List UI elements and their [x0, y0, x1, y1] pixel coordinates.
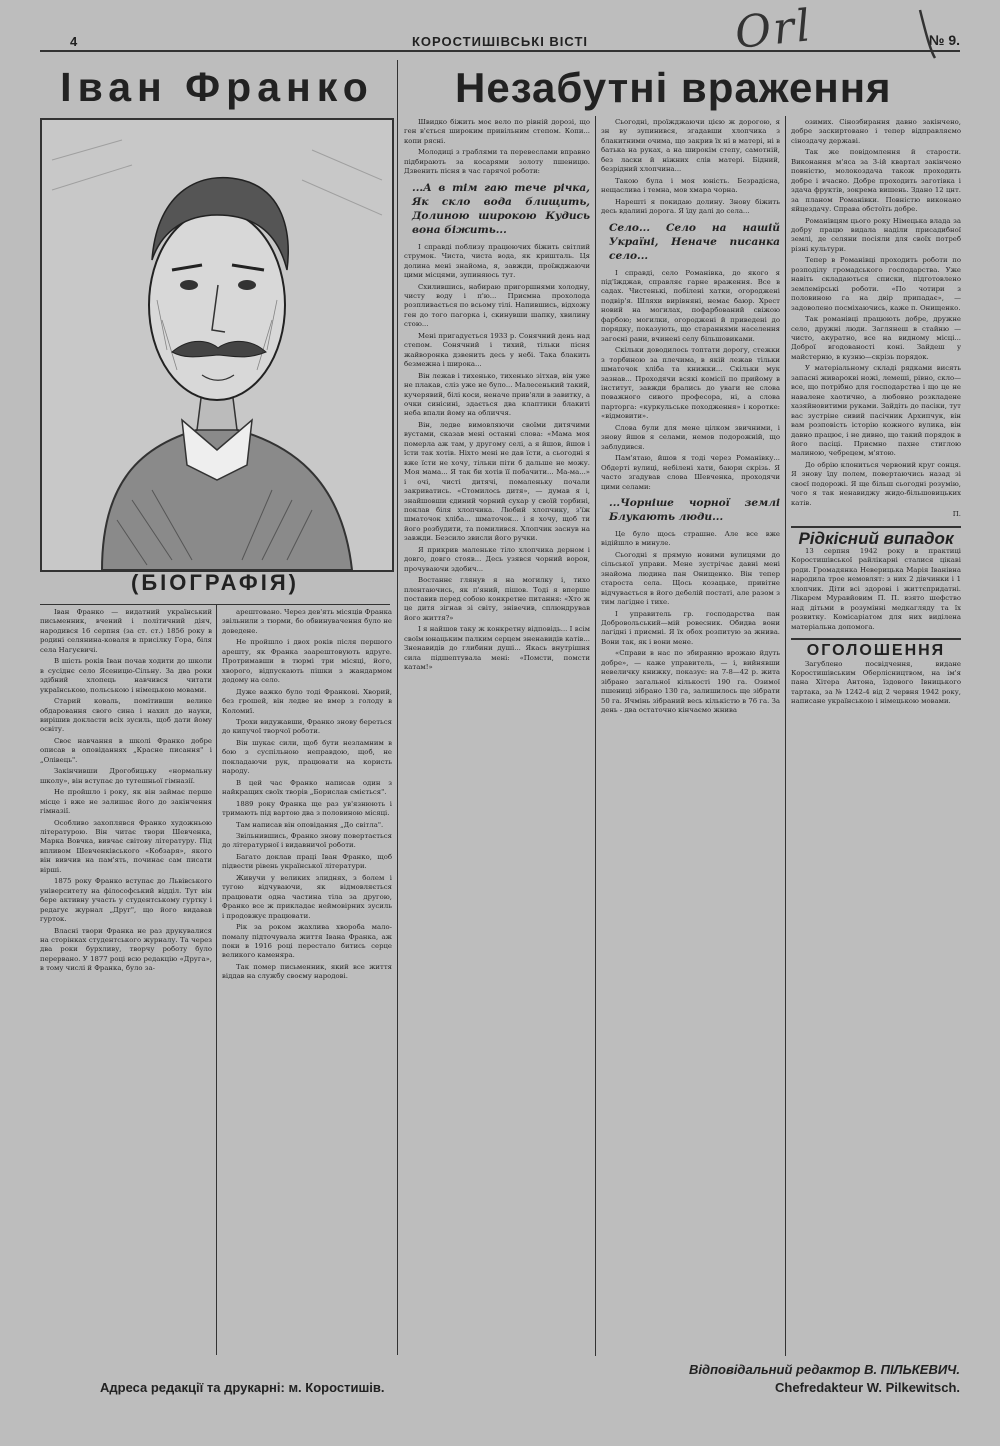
paragraph: Такою була і моя юність. Безрадісна, нещаслива і темна, мов хмара чорна. — [601, 176, 780, 195]
page-number: 4 — [70, 34, 78, 49]
paragraph: Рік за роком жахлива хвороба мало-помалу підточувала життя Івана Франка, аж поки в 1916 році перестало битись серце великого каменяра. — [222, 923, 392, 960]
paragraph: Швидко біжить моє вело по рівній дорозі, що ген в'ється широким привільним степом. Копи... копи рясні. — [404, 118, 590, 145]
announcement-text: Загублено посвідчення, видане Коростишівським Оберлісництвом, на ім'я пана Хітера Антона, їздового Івницького тартака, за № 1242-4 від 2 червня 1942 року, написане українською і німецькою мовами. — [791, 659, 961, 706]
divider — [791, 638, 961, 640]
paragraph: Скільки доводилось топтати дорогу, стежки з торбиною за плечима, в якій лежав тільки шматочок хліба та книжки... Скільки мук зазнав... Проходячи всякі комісії по прийому в інститут, завжди брались до уваги не слова поважного сивого професора, ні, а слова парторга: «куркульське походження» і коротке: «відмовити». — [601, 346, 780, 421]
paragraph: Своє навчання в школі Франко добре описав в оповіданнях „Красне писання" і „Олівець". — [40, 736, 212, 764]
paragraph: Дуже важко було тоді Франкові. Хворий, без грошей, він ледве не вмер з голоду в Коломиї. — [222, 687, 392, 715]
paragraph: «Справи в нас по збиранню врожаю йдуть добре», — каже управитель, — і, вийнявши невеличку книжку, показує: на 7-8—42 р. жита зібрано загальної кількості 190 га. Озимої пшениці зібрано 130 га, залишилось ще зібрати 50 га. Ячмінь зібраний весь кількістю в 76 га. За день - два остаточно кінчаємо жнива — [601, 649, 780, 715]
rare-case-title: Рідкісний випадок — [798, 528, 954, 548]
paragraph: І управитель гр. господарства пан Добровольський—мій ровесник. Обидва вони лагідні і приємні. Я їх обох розпитую за жнива. Вони так, як і вони мене. — [601, 609, 780, 646]
editorial-address: Адреса редакції та друкарні: м. Коростишів. — [100, 1380, 385, 1395]
portrait-illustration — [42, 120, 392, 570]
paragraph: Не пройшло і двох років після першого арешту, як Франка заарештовують вдруге. Протримавши в тюрмі три місяці, його, хворого, відпускають пішки з жандармом додому на село. — [222, 638, 392, 685]
memoir-column-2 — [601, 118, 780, 1358]
paragraph: Схилившись, набираю пригоршнями холодну, чисту воду і п'ю... Приємна прохолода розпливається по всьому тілі. Напившись, відхожу ген до того пагорка і, скинувши шапку, хвилину стою... — [404, 282, 590, 329]
paragraph: Він лежав і тихенько, тихенько зітхав, він уже не плакав, сліз уже не було... Малесенький такий, кучерявий, білі коси, неначе прив'яли в завитку, а очки синісині, здається два клаптики блакиті неба впали йому на обличчя. — [404, 371, 590, 418]
franko-portrait — [40, 118, 394, 572]
paragraph: Востаннє глянув я на могилку і, тихо плентаючись, як п'яний, пішов. Тоді я вперше поставив перед собою конкретне питання: «Хто ж це дитя зігнав зі світу, знівечив, сплюндрував його життя?» — [404, 576, 590, 622]
paragraph: Тепер в Романівці проходить роботи по розподілу громадського господарства. Уже навіть складаються списки, підготовлено землемірські роботи. «По чотири з половиною га на двір припадає», — задоволено посміхаючись, каже п. Онищенко. — [791, 256, 961, 312]
paragraph: Він шукає сили, щоб бути незламним в бою з суспільною неправдою, щоб, не покладаючи рук, працювати на користь народу. — [222, 738, 392, 776]
paragraph: Іван Франко — видатний український письменник, вчений і політичний діяч, народився 16 серпня (за ст. ст.) 1856 року в родині селянина-коваля в присілку Гора, біля села Нагуєвичі. — [40, 608, 212, 654]
divider — [40, 604, 390, 605]
column-divider — [216, 605, 217, 1355]
divider — [791, 526, 961, 528]
paper-title: КОРОСТИШІВСЬКІ ВІСТІ — [411, 34, 589, 49]
paragraph: Звільнившись, Франко знову повертається до літературної і видавничої роботи. — [222, 831, 392, 850]
memoir-column-1 — [404, 118, 590, 1358]
verse-quote: ...А в тім гаю тече річка, Як скло вода блищить, Долиною широкою Кудись вона біжить... — [412, 181, 590, 236]
paragraph: Він, ледве вимовляючи своїми дитячими вустами, сказав мені останні слова: «Мама моя померла аж там, у другому селі, а я йшов, йшов і їсти так хотів. Ніхто мені не дав їсти, а сьогодні я вже їсти не хочу, тільки піти б дальше не можу. Моя мама... Я так би хотів її побачити... Ма-ма...» і очі, чисті дитячі, помаленьку почали закриватись. «Стомилось дитя», — думав я і, знайшовши єдиний чорний сухар у своїй торбині, поклав біля хлопчика. Любий хлопчику, з'їж шматочок хліба... шматочок... і я хочу, щоб ти його розбудити, та помилився. Хлопчик заснув на завжди. Безсило звисли його ручки. — [404, 420, 590, 543]
column-divider — [397, 60, 398, 1355]
verse-quote: ...Чорніше чорної землі Блукають люди... — [609, 496, 780, 523]
handwritten-mark: Orl — [732, 0, 815, 59]
rare-case-text: 13 серпня 1942 року в практиці Коростишівської райлікарні сталися цікаві роди. Громадянка Неверицька Марія Іванівна народила трое немовлят: з них 2 дівчинки і 1 хлопчик. Діти всі здорові і життєпридатні. Лікарем Муравйовим П. П. взято шефство над дітьми в розумінні медкагляду та їх розвитку. Комісаріатом для них виділена матеріальна допомога. — [791, 547, 961, 631]
paragraph: Романівцям цього року Німецька влада за добру працю видала наділи присадибної землі, де селяни посіяли для своїх потреб різні культури. — [791, 216, 961, 253]
paragraph: І я найшов таку ж конкретну відповідь... І всім своїм юнацьким палким серцем зненавидів катів... Зненавидів до глибини душі... Якась внутрішня сила підшептувала мені: «Помсти, помсти катам!» — [404, 625, 590, 672]
paragraph: Молодиці з граблями та перевеслами вправно підбирають за косарями золоту пшеницю. Дзвенить пісня в час гарячої роботи: — [404, 148, 590, 176]
paragraph: 1889 року Франка ще раз ув'язнюють і тримають під вартою два з половиною місяці. — [222, 799, 392, 818]
paragraph: Так романівці працюють добре, дружне село, дружні люди. Заглянеш в стайню — чисто, акуратно, все на видному місці... Доброї вгодованості коні. Зайдеш у майстерню, в кузню—скрізь порядок. — [791, 315, 961, 361]
memoir-continuation — [791, 118, 961, 520]
paragraph: Нарешті я покидаю долину. Знову біжить десь вдалині дорога. Я їду далі до села... — [601, 197, 780, 216]
paragraph: Багато доклав праці Іван Франко, щоб підвести рівень української літератури. — [222, 852, 392, 871]
paragraph: Сьогодні я прямую новими вулицями до сільської управи. Мене зустрічає давні мені знайома людина пан Онищенко. Він тепер староста села. Щось козацьке, привітне відчувається в його дебелій постаті, але разом з тим лагідне і тихе. — [601, 550, 780, 607]
paragraph: Закінчивши Дрогобицьку «нормальну школу», він вступає до тутешньої гімназії. — [40, 767, 212, 785]
paragraph: У матеріальному складі рядками висять запасні живарокві ножі, лемеші, рівно, скло—все, що потрібно для господарства і що це не навалене хаотично, а любовно розкладене хазяйновитими руками. Зайдіть до пасіки, тут вас зустріне сивий пасічник Архипчук, він вам розповість історію кожного вулика, він давно працює, і не дивно, що такий порядок в його пасіці. Приємно пахне стиглою малиною, чебрецем, м'ятою. — [791, 364, 961, 458]
paragraph: Старий коваль, помітивши велике обдаровання свого сина і нахил до науки, вирішив докласти всіх зусиль, щоб дати йому освіту. — [40, 697, 212, 734]
paragraph: Мені пригадується 1933 р. Сонячний день над степом. Сонячний і тихий, тільки пісня жайворонка дзвенить десь у небі. Така блакить безмежна і широка... — [404, 331, 590, 369]
paragraph: До обрію клониться червоний круг сонця. Я знову їду полем, повертаючись назад зі своєї подорожі. Я ще більш сьогодні розумію, чого я так ненавиджу жидо-більшовицьких катів. — [791, 460, 961, 507]
paragraph: Це було щось страшне. Але все вже відійшло в минуле. — [601, 529, 780, 548]
handwritten-stroke — [720, 0, 970, 60]
column-divider — [595, 116, 596, 1356]
paragraph: Там написав він оповідання „До світла". — [236, 820, 384, 829]
paragraph: озимих. Сінозбирання давно закінчено, добре заскиртовано і тепер відправляємо сіноздачу державі. — [791, 118, 961, 145]
paragraph: Живучи у великих злиднях, з болем і тугою відчуваючи, як відмовляється працювати одна частина тіла за другою, Франко все ж прикладає неймовірних зусиль і продовжує працювати. — [222, 873, 392, 920]
paragraph: Так помер письменник, який все життя віддав на службу своєму народові. — [222, 962, 392, 981]
franko-column-2 — [222, 608, 392, 1358]
paragraph: І справді, село Романівка, до якого я під'їжджав, справляє гарне враження. Все в садах. Чистенькі, побілені хатки, огороджені подвір'я. Шляхи вирівняні, немає баюр. Хрест новий на могилах, пофарбований свіжою фарбою; могилки, огороджені й приведені до порядку, показують, що стараннями населення загоєні рани, вчинені селу більшовиками. — [601, 268, 780, 343]
verse-quote: Село... Село на нашій Україні, Неначе писанка село... — [609, 221, 780, 262]
paragraph: Власні твори Франка не раз друкувалися на сторінках студентського журналу. Та через два роки бурхливу, творчу роботу було перервано. У 1877 році всю редакцію «Друга», в тому числі й Франка, було за- — [40, 926, 212, 973]
paragraph: Я прикрив маленьке тіло хлопчика дерном і довго, довго стояв... Десь узявся чорний ворон, прочуваючи здобич... — [404, 545, 590, 573]
franko-title: Іван Франко — [60, 64, 374, 110]
editor-german: Chefredakteur W. Pilkewitsch. — [775, 1380, 960, 1395]
paragraph: Слова були для мене цілком звичними, і знову йшов я селами, немов подорожній, що заблудився. — [601, 423, 780, 451]
paragraph: Пам'ятаю, йшов я тоді через Романівку... Обдерті вулиці, небілені хати, баюри скрізь. Я часто згадував слова Шевченка, проходячи цими селами: — [601, 454, 780, 491]
author-signature: П. — [952, 510, 961, 519]
memoir-title: Незабутні враження — [455, 64, 892, 111]
paragraph: арештовано. Через дев'ять місяців Франка звільнили з тюрми, бо обвинувачення було не доведене. — [222, 608, 392, 635]
paragraph: Сьогодні, проїжджаючи цією ж дорогою, я зн ву зупинився, згадавши хлопчика з блакитними очима, що закрив їх ні в матері, ні в батька на руках, а на широкім степу, самотній, без ласки й ніжних слів матері. Бідний, безрідний хлопчина... — [601, 118, 780, 174]
paragraph: Особливо захоплявся Франко художньою літературою. Він читає твори Шевченка, Марка Вовчка, вивчає світову літературу. Під впливом Шевченківського «Кобзаря», якого він вивчив на пам'ять, починає сам писати вірші. — [40, 818, 212, 874]
paragraph: Так же повідомлення й старости. Виконання м'яса за 3-ій квартал закінчено повністю, молокоздача також проходить добре і вчасно. Добре проходить заготівка і здача фруктів, зокрема вишень. Здано 12 цнт. за планом Романівки. Повністю виконано яйцездачу. Справа обстоїть добре. — [791, 148, 961, 214]
footer — [40, 1362, 960, 1402]
issue-number: № 9. — [928, 32, 960, 48]
franko-column-1 — [40, 608, 212, 1358]
paragraph: І справді поблизу працюючих біжить світлий струмок. Чиста, чиста вода, як кришталь. Ця долина мені знайома, я, завжди, проїжджаючи цими місцями, зупиняюсь тут. — [404, 242, 590, 280]
editor-ukrainian: Відповідальний редактор В. ПІЛЬКЕВИЧ. — [689, 1362, 960, 1377]
announcement-title: ОГОЛОШЕННЯ — [806, 642, 946, 660]
biography-heading: (БІОГРАФІЯ) — [131, 570, 299, 595]
paragraph: 1875 року Франко вступає до Львівського університету на філософський відділ. Тут він бере активну участь у студентському гуртку і редагує журнал „Друг", що його видавав гурток. — [40, 877, 212, 924]
paragraph: В цей час Франко написав один з найкращих своїх творів „Борислав сміється". — [222, 778, 392, 797]
paragraph: Трохи видужавши, Франко знову береться до кипучої творчої роботи. — [222, 717, 392, 736]
paragraph: В шість років Іван почав ходити до школи в сусіднє село Ясеницю-Сільну. За два роки здібний хлопець навчився читати українською, польською і німецькою мовами. — [40, 657, 212, 694]
memoir-column-3 — [791, 118, 961, 1358]
paragraph: Не пройшло і року, як він займає перше місце і вже не залишає його до закінчення гімназії. — [40, 788, 212, 816]
column-divider — [785, 116, 786, 1356]
